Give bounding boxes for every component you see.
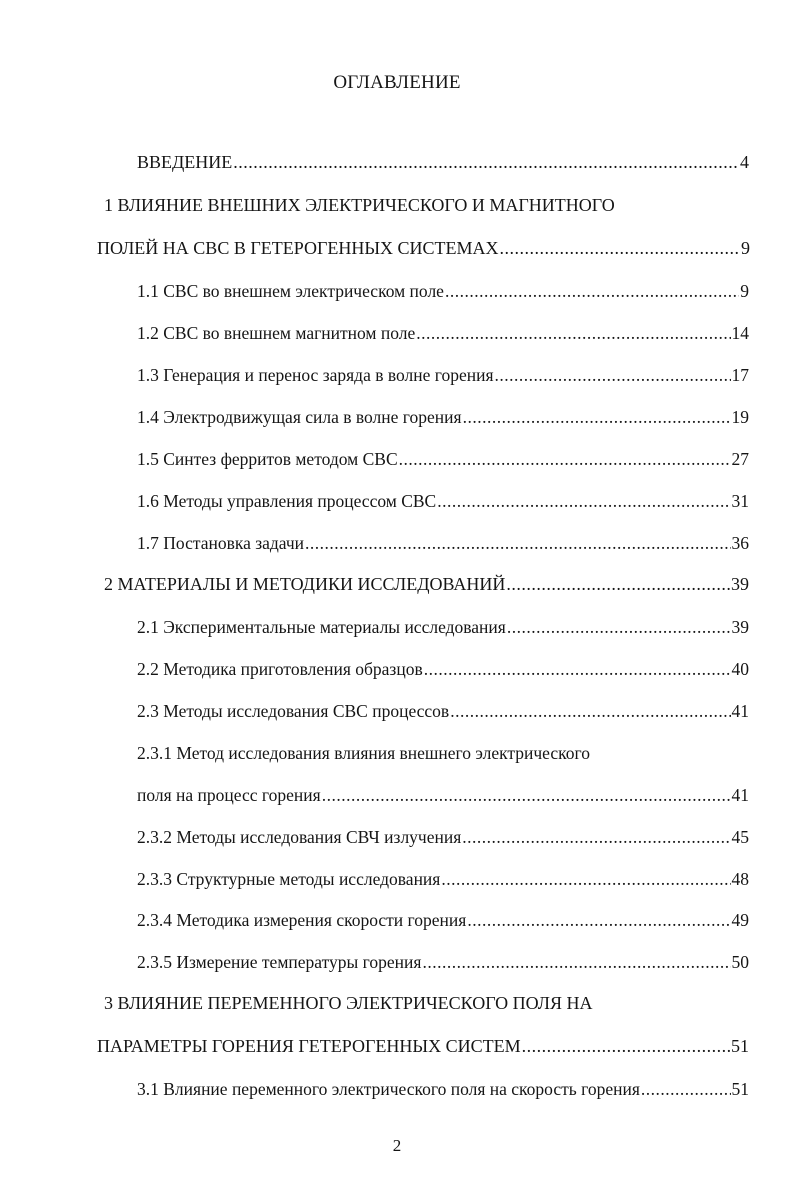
toc-entry-2-1[interactable]: [137, 614, 749, 640]
toc-entry-2-3-2[interactable]: [137, 824, 749, 850]
toc-entry-1-6[interactable]: [137, 488, 749, 514]
toc-entry-label: 2.2 Методика приготовления образцов: [137, 659, 423, 679]
toc-entry-page: 39: [731, 617, 749, 637]
toc-entry-page: 50: [731, 952, 749, 972]
toc-entry-label: 3 ВЛИЯНИЕ ПЕРЕМЕННОГО ЭЛЕКТРИЧЕСКОГО ПОЛЯ НА: [104, 993, 593, 1013]
toc-entry-2-3-4[interactable]: [137, 907, 749, 933]
toc-entry-page: 51: [731, 1036, 749, 1056]
toc-entry-page: 41: [731, 701, 749, 721]
toc-leader-dots: [399, 446, 731, 472]
toc-entry-label: 1.5 Синтез ферритов методом СВС: [137, 449, 398, 469]
toc-entry-page: 17: [731, 365, 749, 385]
toc-entry-label: 2.3.3 Структурные методы исследования: [137, 869, 441, 889]
toc-leader-dots: [522, 1033, 730, 1059]
toc-entry-page: 9: [741, 238, 750, 258]
toc-entry-page: 51: [731, 1079, 749, 1099]
toc-leader-dots: [467, 907, 730, 933]
toc-leader-dots: [506, 571, 730, 597]
toc-entry-page: 48: [731, 869, 749, 889]
toc-entry-introduction[interactable]: [137, 149, 749, 175]
toc-entry-3-1[interactable]: [137, 1076, 749, 1102]
toc-leader-dots: [463, 404, 731, 430]
toc-entry-page: 4: [740, 152, 749, 172]
toc-entry-label: 1.6 Методы управления процессом СВС: [137, 491, 437, 511]
toc-entry-page: 41: [731, 785, 749, 805]
toc-entry-label: 2 МАТЕРИАЛЫ И МЕТОДИКИ ИССЛЕДОВАНИЙ: [104, 574, 506, 594]
toc-leader-dots: [450, 698, 730, 724]
toc-entry-label: ВВЕДЕНИЕ: [137, 152, 233, 172]
toc-leader-dots: [437, 488, 730, 514]
toc-leader-dots: [424, 656, 731, 682]
toc-entry-page: 9: [740, 281, 749, 301]
toc-entry-label: 1.3 Генерация и перенос заряда в волне горения: [137, 365, 494, 385]
toc-leader-dots: [641, 1076, 731, 1102]
toc-entry-label: ПОЛЕЙ НА СВС В ГЕТЕРОГЕННЫХ СИСТЕМАХ: [97, 238, 499, 258]
toc-leader-dots: [445, 278, 739, 304]
toc-leader-dots: [422, 949, 730, 975]
toc-leader-dots: [322, 782, 731, 808]
toc-entry-label: 1.7 Постановка задачи: [137, 533, 305, 553]
toc-entry-1-2[interactable]: [137, 320, 749, 346]
toc-entry-2-3-1[interactable]: [137, 782, 749, 808]
toc-entry-page: 19: [731, 407, 749, 427]
toc-entry-1-1[interactable]: [137, 278, 749, 304]
toc-entry-page: 31: [731, 491, 749, 511]
toc-entry-label: 1.1 СВС во внешнем электрическом поле: [137, 281, 444, 301]
toc-entry-chapter-1[interactable]: [97, 235, 750, 261]
toc-leader-dots: [462, 824, 730, 850]
toc-entry-label: 2.3.5 Измерение температуры горения: [137, 952, 422, 972]
toc-entry-2-3-1-line-1[interactable]: [137, 740, 590, 766]
toc-entry-2-3-3[interactable]: [137, 866, 749, 892]
toc-leader-dots: [416, 320, 730, 346]
page-title: ОГЛАВЛЕНИЕ: [333, 72, 461, 93]
toc-entry-1-5[interactable]: [137, 446, 749, 472]
toc-entry-1-3[interactable]: [137, 362, 749, 388]
toc-entry-label: ПАРАМЕТРЫ ГОРЕНИЯ ГЕТЕРОГЕННЫХ СИСТЕМ: [97, 1036, 521, 1056]
toc-entry-label: 2.3.2 Методы исследования СВЧ излучения: [137, 827, 462, 847]
toc-entry-1-7[interactable]: [137, 530, 749, 556]
toc-entry-label: 1.4 Электродвижущая сила в волне горения: [137, 407, 462, 427]
toc-leader-dots: [495, 362, 731, 388]
toc-entry-label: 2.3.4 Методика измерения скорости горения: [137, 910, 467, 930]
toc-leader-dots: [305, 530, 730, 556]
toc-entry-label: 1.2 СВС во внешнем магнитном поле: [137, 323, 416, 343]
toc-entry-label: 2.1 Экспериментальные материалы исследования: [137, 617, 506, 637]
toc-entry-2-2[interactable]: [137, 656, 749, 682]
toc-entry-page: 27: [731, 449, 749, 469]
toc-entry-page: 39: [731, 574, 749, 594]
toc-entry-label: 2.3.1 Метод исследования влияния внешнего электрического: [137, 743, 590, 763]
toc-entry-page: 45: [731, 827, 749, 847]
toc-entry-chapter-3-line-1[interactable]: [104, 990, 592, 1016]
toc-entry-page: 40: [731, 659, 749, 679]
toc-entry-1-4[interactable]: [137, 404, 749, 430]
toc-leader-dots: [500, 235, 740, 261]
toc-entry-label: 1 ВЛИЯНИЕ ВНЕШНИХ ЭЛЕКТРИЧЕСКОГО И МАГНИТНОГО: [104, 195, 615, 215]
toc-entry-2-3-5[interactable]: [137, 949, 749, 975]
toc-entry-label: 3.1 Влияние переменного электрического поля на скорость горения: [137, 1079, 640, 1099]
toc-entry-chapter-1-line-1[interactable]: [104, 192, 615, 218]
toc-entry-chapter-3[interactable]: [97, 1033, 749, 1059]
toc-leader-dots: [441, 866, 730, 892]
toc-entry-label: 2.3 Методы исследования СВС процессов: [137, 701, 450, 721]
toc-entry-label: поля на процесс горения: [137, 785, 321, 805]
toc-leader-dots: [507, 614, 731, 640]
toc-entry-2-3[interactable]: [137, 698, 749, 724]
toc-entry-page: 14: [731, 323, 749, 343]
toc-entry-page: 36: [731, 533, 749, 553]
toc-leader-dots: [233, 149, 739, 175]
toc-entry-page: 49: [731, 910, 749, 930]
page-number: 2: [392, 1136, 402, 1155]
toc-entry-chapter-2[interactable]: [104, 571, 749, 597]
